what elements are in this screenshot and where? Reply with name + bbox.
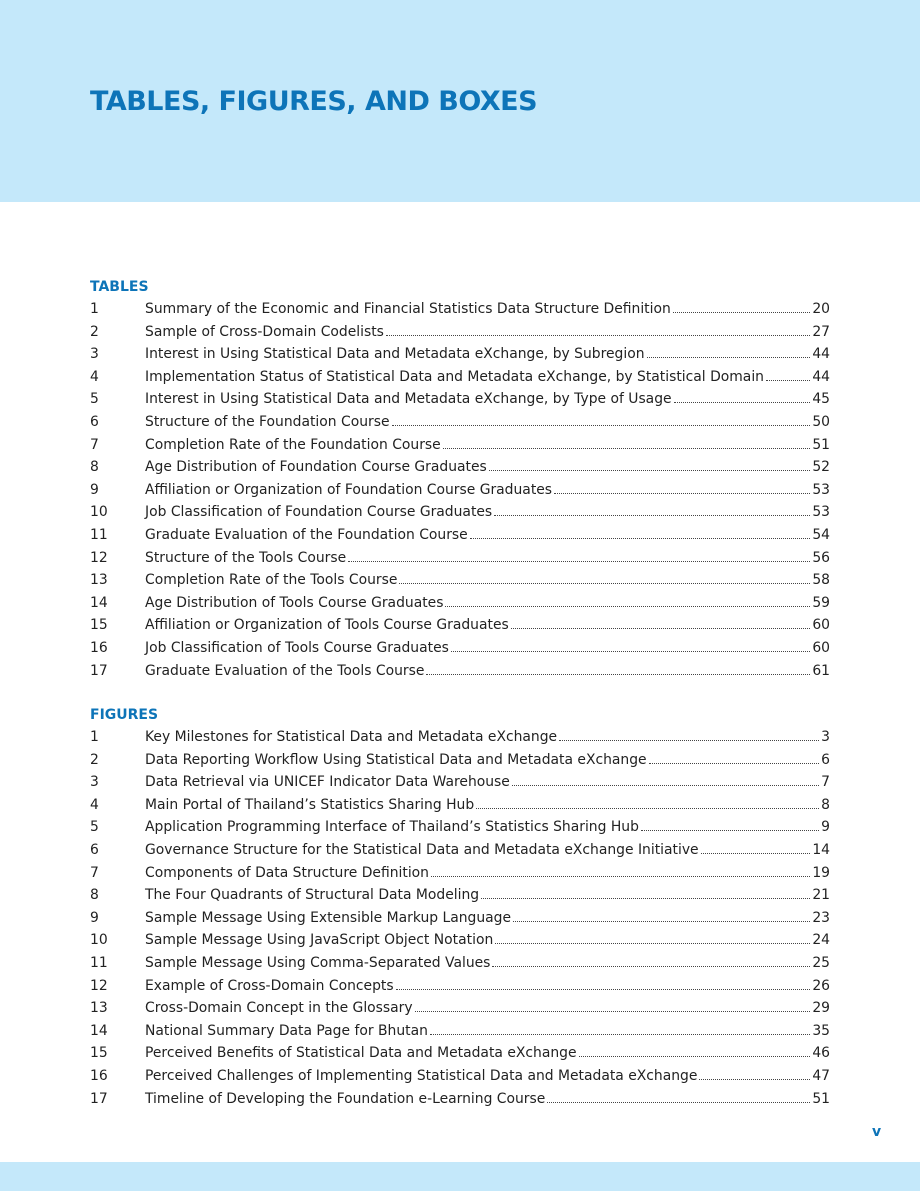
entry-page: 26 xyxy=(812,977,830,994)
entry-number: 13 xyxy=(90,572,108,589)
toc-entry[interactable] xyxy=(90,907,830,930)
entry-title: Sample Message Using JavaScript Object Notation xyxy=(145,932,494,949)
entry-number: 1 xyxy=(90,729,99,745)
entry-title: Structure of the Foundation Course xyxy=(145,413,390,430)
dot-leader xyxy=(426,664,810,675)
toc-entry[interactable] xyxy=(90,816,830,839)
entry-page: 9 xyxy=(821,819,830,836)
entry-number: 15 xyxy=(90,1045,108,1062)
toc-entry[interactable] xyxy=(90,456,830,479)
toc-entry[interactable] xyxy=(90,501,830,524)
dot-leader xyxy=(495,933,810,944)
entry-page: 59 xyxy=(812,594,830,611)
dot-leader xyxy=(513,911,810,922)
entry-number: 1 xyxy=(90,301,99,317)
footer-band xyxy=(0,1162,920,1191)
dot-leader xyxy=(579,1046,811,1057)
toc-entry[interactable] xyxy=(90,434,830,457)
entry-title: Timeline of Developing the Foundation e-Learning Course xyxy=(145,1090,546,1107)
dot-leader xyxy=(399,573,810,584)
entry-page: 56 xyxy=(812,549,830,566)
dot-leader xyxy=(476,798,819,809)
dot-leader xyxy=(701,843,811,854)
dot-leader xyxy=(396,979,811,990)
entry-page: 60 xyxy=(812,617,830,634)
entry-page: 61 xyxy=(812,662,830,679)
toc-entry[interactable] xyxy=(90,794,830,817)
entry-title: Completion Rate of the Foundation Course xyxy=(145,436,441,453)
dot-leader xyxy=(547,1092,810,1103)
toc-entry[interactable] xyxy=(90,660,830,683)
dot-leader xyxy=(445,596,810,607)
entry-title: Sample Message Using Extensible Markup Language xyxy=(145,909,512,926)
toc-entry[interactable] xyxy=(90,997,830,1020)
entry-page: 29 xyxy=(812,1000,830,1017)
dot-leader xyxy=(386,325,810,336)
toc-entry[interactable] xyxy=(90,298,830,321)
dot-leader xyxy=(512,775,819,786)
entry-page: 45 xyxy=(812,391,830,408)
entry-title: Job Classification of Tools Course Graduates xyxy=(145,639,449,656)
entry-number: 6 xyxy=(90,413,99,430)
dot-leader xyxy=(494,505,810,516)
entry-number: 17 xyxy=(90,662,108,679)
entry-title: Graduate Evaluation of the Tools Course xyxy=(145,662,425,679)
toc-entry[interactable] xyxy=(90,862,830,885)
toc-entry[interactable] xyxy=(90,614,830,637)
entry-page: 3 xyxy=(821,729,830,745)
entry-number: 13 xyxy=(90,1000,108,1017)
dot-leader xyxy=(430,1024,810,1035)
toc-entry[interactable] xyxy=(90,771,830,794)
dot-leader xyxy=(481,888,810,899)
dot-leader xyxy=(443,438,811,449)
entry-page: 20 xyxy=(812,301,830,317)
toc-entry[interactable] xyxy=(90,479,830,502)
toc-entry[interactable] xyxy=(90,321,830,344)
page-number: v xyxy=(872,1124,882,1140)
entry-title: Implementation Status of Statistical Data and Metadata eXchange, by Statistical Domain xyxy=(145,368,764,385)
dot-leader xyxy=(641,820,819,831)
entry-number: 2 xyxy=(90,751,99,768)
dot-leader xyxy=(489,460,811,471)
entry-number: 7 xyxy=(90,436,99,453)
entry-page: 25 xyxy=(812,954,830,971)
entry-number: 15 xyxy=(90,617,108,634)
entry-page: 27 xyxy=(812,323,830,340)
entry-title: National Summary Data Page for Bhutan xyxy=(145,1022,428,1039)
entry-page: 21 xyxy=(812,887,830,904)
toc-entry[interactable] xyxy=(90,524,830,547)
entry-title: Perceived Benefits of Statistical Data and Metadata eXchange xyxy=(145,1045,577,1062)
entry-number: 14 xyxy=(90,594,108,611)
entry-number: 4 xyxy=(90,796,99,813)
entry-number: 12 xyxy=(90,549,108,566)
entry-title: Perceived Challenges of Implementing Statistical Data and Metadata eXchange xyxy=(145,1067,698,1084)
toc-entry[interactable] xyxy=(90,929,830,952)
toc-entry[interactable] xyxy=(90,1088,830,1111)
entry-number: 8 xyxy=(90,459,99,476)
toc-entry[interactable] xyxy=(90,411,830,434)
entry-title: Interest in Using Statistical Data and Metadata eXchange, by Subregion xyxy=(145,346,645,363)
toc-entry[interactable] xyxy=(90,343,830,366)
entry-page: 47 xyxy=(812,1067,830,1084)
toc-entry[interactable] xyxy=(90,884,830,907)
entry-title: Main Portal of Thailand’s Statistics Sharing Hub xyxy=(145,796,475,813)
entry-number: 8 xyxy=(90,887,99,904)
entry-number: 3 xyxy=(90,346,99,363)
entry-page: 46 xyxy=(812,1045,830,1062)
entry-number: 11 xyxy=(90,526,108,543)
entry-page: 14 xyxy=(812,841,830,858)
entry-page: 6 xyxy=(821,751,830,768)
entry-page: 54 xyxy=(812,526,830,543)
entry-title: Data Retrieval via UNICEF Indicator Data Warehouse xyxy=(145,774,510,791)
toc-entry[interactable] xyxy=(90,569,830,592)
entry-title: Completion Rate of the Tools Course xyxy=(145,572,398,589)
entry-title: Sample of Cross-Domain Codelists xyxy=(145,323,384,340)
tables-heading: TABLES xyxy=(90,279,149,295)
entry-title: Application Programming Interface of Thailand’s Statistics Sharing Hub xyxy=(145,819,639,836)
entry-number: 2 xyxy=(90,323,99,340)
entry-page: 35 xyxy=(812,1022,830,1039)
entry-title: Data Reporting Workflow Using Statistical Data and Metadata eXchange xyxy=(145,751,647,768)
dot-leader xyxy=(649,753,820,764)
entry-title: Example of Cross-Domain Concepts xyxy=(145,977,394,994)
entry-page: 8 xyxy=(821,796,830,813)
page-title: TABLES, FIGURES, AND BOXES xyxy=(90,86,538,117)
entry-number: 7 xyxy=(90,864,99,881)
entry-page: 52 xyxy=(812,459,830,476)
entry-number: 9 xyxy=(90,481,99,498)
dot-leader xyxy=(392,415,811,426)
toc-entry[interactable] xyxy=(90,749,830,772)
toc-entry[interactable] xyxy=(90,592,830,615)
entry-page: 51 xyxy=(812,1090,830,1107)
toc-entry[interactable] xyxy=(90,1020,830,1043)
entry-number: 3 xyxy=(90,774,99,791)
entry-title: Interest in Using Statistical Data and Metadata eXchange, by Type of Usage xyxy=(145,391,672,408)
entry-number: 16 xyxy=(90,1067,108,1084)
entry-title: Components of Data Structure Definition xyxy=(145,864,429,881)
entry-page: 44 xyxy=(812,368,830,385)
entry-title: Cross-Domain Concept in the Glossary xyxy=(145,1000,413,1017)
entry-number: 16 xyxy=(90,639,108,656)
dot-leader xyxy=(766,370,810,381)
dot-leader xyxy=(511,618,811,629)
entry-page: 51 xyxy=(812,436,830,453)
entry-number: 12 xyxy=(90,977,108,994)
entry-number: 5 xyxy=(90,819,99,836)
entry-number: 17 xyxy=(90,1090,108,1107)
entry-number: 14 xyxy=(90,1022,108,1039)
entry-page: 58 xyxy=(812,572,830,589)
tables-list xyxy=(90,298,830,682)
figures-list xyxy=(90,726,830,1110)
entry-title: Summary of the Economic and Financial Statistics Data Structure Definition xyxy=(145,301,671,317)
entry-page: 53 xyxy=(812,504,830,521)
entry-title: Structure of the Tools Course xyxy=(145,549,347,566)
dot-leader xyxy=(348,551,810,562)
entry-title: Age Distribution of Tools Course Graduates xyxy=(145,594,444,611)
toc-entry[interactable] xyxy=(90,388,830,411)
entry-page: 53 xyxy=(812,481,830,498)
dot-leader xyxy=(674,392,811,403)
entry-page: 60 xyxy=(812,639,830,656)
entry-page: 23 xyxy=(812,909,830,926)
dot-leader xyxy=(559,730,819,741)
entry-title: The Four Quadrants of Structural Data Modeling xyxy=(145,887,480,904)
dot-leader xyxy=(492,956,810,967)
entry-number: 6 xyxy=(90,841,99,858)
toc-entry[interactable] xyxy=(90,547,830,570)
dot-leader xyxy=(431,866,810,877)
toc-entry[interactable] xyxy=(90,952,830,975)
toc-entry[interactable] xyxy=(90,726,830,749)
entry-page: 7 xyxy=(821,774,830,791)
entry-page: 44 xyxy=(812,346,830,363)
entry-title: Sample Message Using Comma-Separated Values xyxy=(145,954,491,971)
entry-number: 9 xyxy=(90,909,99,926)
dot-leader xyxy=(554,483,810,494)
dot-leader xyxy=(673,302,811,313)
toc-entry[interactable] xyxy=(90,839,830,862)
entry-title: Affiliation or Organization of Tools Course Graduates xyxy=(145,617,509,634)
entry-number: 4 xyxy=(90,368,99,385)
entry-page: 19 xyxy=(812,864,830,881)
toc-entry[interactable] xyxy=(90,1065,830,1088)
figures-section xyxy=(90,708,830,1110)
entry-number: 10 xyxy=(90,504,108,521)
toc-entry[interactable] xyxy=(90,975,830,998)
dot-leader xyxy=(470,528,811,539)
entry-title: Key Milestones for Statistical Data and Metadata eXchange xyxy=(145,729,558,745)
tables-section xyxy=(90,280,830,682)
entry-title: Governance Structure for the Statistical Data and Metadata eXchange Initiative xyxy=(145,841,699,858)
toc-entry[interactable] xyxy=(90,1042,830,1065)
entry-title: Job Classification of Foundation Course Graduates xyxy=(145,504,493,521)
entry-page: 50 xyxy=(812,413,830,430)
entry-title: Affiliation or Organization of Foundation Course Graduates xyxy=(145,481,553,498)
dot-leader xyxy=(451,641,810,652)
entry-title: Graduate Evaluation of the Foundation Course xyxy=(145,526,468,543)
dot-leader xyxy=(415,1001,811,1012)
dot-leader xyxy=(699,1069,810,1080)
entry-page: 24 xyxy=(812,932,830,949)
entry-number: 5 xyxy=(90,391,99,408)
toc-entry[interactable] xyxy=(90,366,830,389)
toc-entry[interactable] xyxy=(90,637,830,660)
entry-number: 11 xyxy=(90,954,108,971)
entry-title: Age Distribution of Foundation Course Graduates xyxy=(145,459,487,476)
dot-leader xyxy=(647,347,811,358)
figures-heading: FIGURES xyxy=(90,707,159,723)
entry-number: 10 xyxy=(90,932,108,949)
